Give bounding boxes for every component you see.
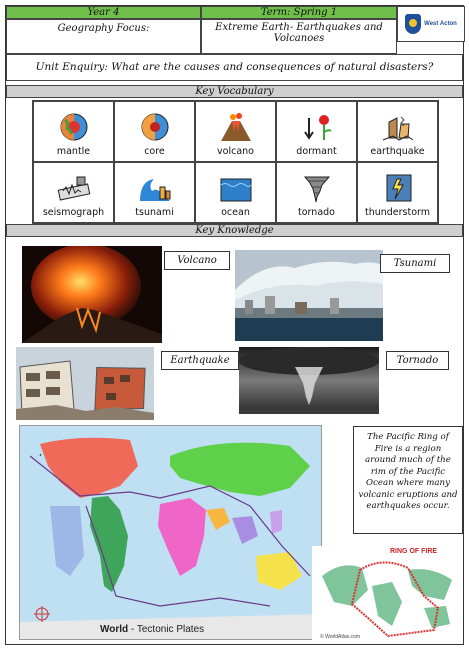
tsunami-icon [138,173,172,203]
core-icon [138,112,172,142]
tornado-icon [300,173,334,203]
year-cell: Year 4 [6,6,201,19]
seismograph-icon [57,173,91,203]
vocab-mantle: mantle [33,101,114,162]
tectonic-plates-map [19,425,322,640]
tsunami-photo [235,250,383,341]
logo-text: West Acton [424,20,457,27]
tornado-photo [239,347,379,414]
volcano-label: Volcano [164,251,230,270]
earthquake-photo [16,347,154,420]
ring-of-fire-title: RING OF FIRE [390,548,438,555]
vocab-tsunami: tsunami [114,162,195,223]
ring-of-fire-description: The Pacific Ring of Fire is a region around much of the rim of the Pacific Ocean where many volcanic eruptions and earthquakes occur. [353,426,463,534]
vocab-earthquake: earthquake [357,101,438,162]
vocab-core: core [114,101,195,162]
vocab-seismograph: seismograph [33,162,114,223]
map-caption: World - Tectonic Plates [100,624,205,635]
vocab-volcano: volcano [195,101,276,162]
vocabulary-grid [32,100,439,224]
ocean-icon [219,173,253,203]
earthquake-label: Earthquake [161,351,239,370]
tornado-label: Tornado [386,351,449,370]
school-crest-icon [405,14,421,34]
vocab-ocean: ocean [195,162,276,223]
focus-label: Geography Focus: [6,19,201,54]
mantle-icon [57,112,91,142]
key-knowledge-heading: Key Knowledge [6,224,463,237]
map-credit: © WorldAtlas.com [320,634,360,640]
tsunami-label: Tsunami [380,254,450,273]
dormant-icon [300,112,334,142]
vocab-dormant: dormant [276,101,357,162]
volcano-photo [22,246,162,343]
vocab-thunderstorm: thunderstorm [357,162,438,223]
knowledge-organiser [5,5,464,645]
thunderstorm-icon [381,173,415,203]
ring-of-fire-map [312,546,462,644]
topic-cell: Extreme Earth- Earthquakes and Volcanoes [201,19,397,54]
earthquake-icon [381,112,415,142]
school-logo [397,6,465,42]
vocab-tornado: tornado [276,162,357,223]
volcano-icon [219,112,253,142]
term-cell: Term: Spring 1 [201,6,397,19]
unit-enquiry: Unit Enquiry: What are the causes and consequences of natural disasters? [6,54,463,81]
key-vocabulary-heading: Key Vocabulary [6,85,463,98]
